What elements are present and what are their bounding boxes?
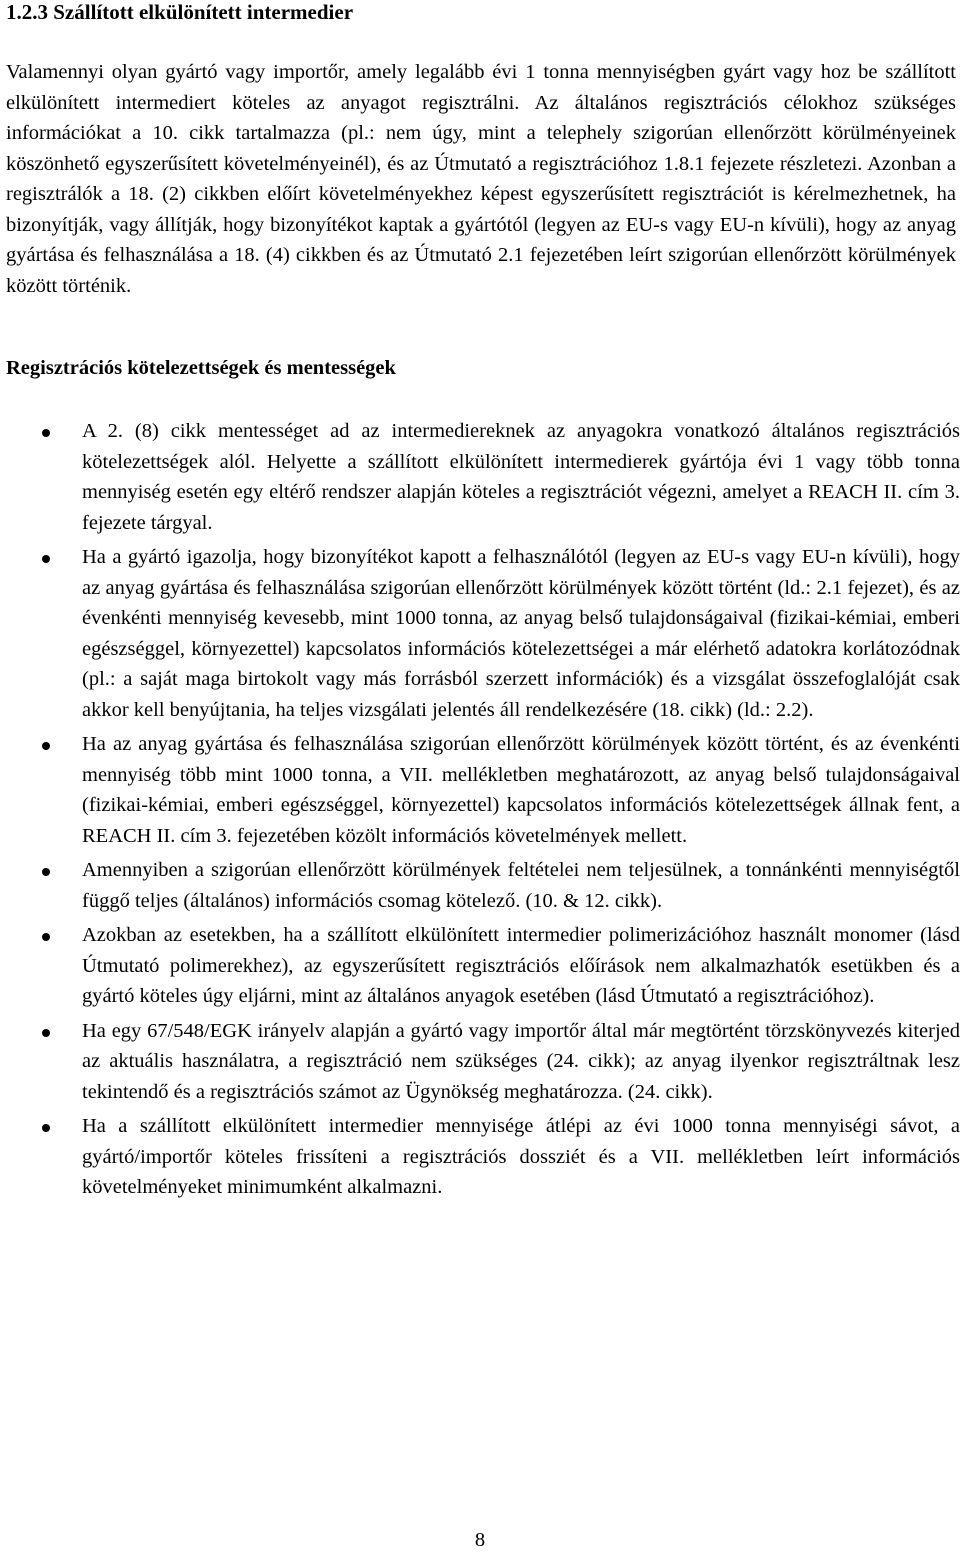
bullet-icon xyxy=(42,555,50,563)
bullet-icon xyxy=(42,868,50,876)
list-item xyxy=(0,1016,960,1108)
list-item-text: Ha a szállított elkülönített intermedier mennyisége átlépi az évi 1000 tonna mennyiségi sávot, a gyártó/importőr köteles frissíteni a regisztrációs dossziét és a VII. mellékletben leírt információs követelményeket minimumként alkalmazni. xyxy=(82,1115,960,1198)
list-item xyxy=(0,855,960,916)
list-item-text: Ha az anyag gyártása és felhasználása szigorúan ellenőrzött körülmények között történt, és az évenkénti mennyiség több mint 1000 tonna, a VII. mellékletben meghatározott, az anyag belső tulajdonságaival (fizikai-kémiai, emberi egészséggel, környezettel) kapcsolatos információs kötelezettségek állnak fent, a REACH II. cím 3. fejezetében közölt információs követelmények mellett. xyxy=(82,733,960,847)
list-item xyxy=(0,1111,960,1203)
bullet-icon xyxy=(42,1029,50,1037)
subsection-heading: Regisztrációs kötelezettségek és mentességek xyxy=(6,357,396,379)
list-item xyxy=(0,542,960,725)
intro-paragraph: Valamennyi olyan gyártó vagy importőr, amely legalább évi 1 tonna mennyiségben gyárt vagy hoz be szállított elkülönített intermediert köteles az anyagot regisztrálni. Az általános regisztrációs célokhoz szükséges információkat a 10. cikk tartalmazza (pl.: nem úgy, mint a telephely szigorúan ellenőrzött körülményeinek köszönhető egyszerűsített követelményeinél), és az Útmutató a regisztrációhoz 1.8.1 fejezete részletezi. Azonban a regisztrálók a 18. (2) cikkben előírt követelményekhez képest egyszerűsített regisztrációt is kérelmezhetnek, ha bizonyítják, vagy állítják, hogy bizonyítékot kaptak a gyártótól (legyen az EU-s vagy EU-n kívüli), hogy az anyag gyártása és felhasználása a 18. (4) cikkben és az Útmutató 2.1 fejezetében leírt szigorúan ellenőrzött körülmények között történik. xyxy=(6,61,956,297)
list-item-text: Ha egy 67/548/EGK irányelv alapján a gyártó vagy importőr által már megtörtént törzskönyvezés kiterjed az aktuális használatra, a regisztráció nem szükséges (24. cikk); az anyag ilyenkor regisztráltnak lesz tekintendő és a regisztrációs számot az Ügynökség meghatározza. (24. cikk). xyxy=(82,1019,960,1103)
bullet-icon xyxy=(42,429,50,437)
bullet-icon xyxy=(42,1124,50,1132)
obligations-list xyxy=(0,416,960,1207)
page-number: 8 xyxy=(474,1529,486,1551)
bullet-icon xyxy=(42,933,50,941)
list-item xyxy=(0,416,960,538)
list-item xyxy=(0,729,960,851)
list-item-text: A 2. (8) cikk mentességet ad az intermediereknek az anyagokra vonatkozó általános regisztrációs kötelezettségek alól. Helyette a szállított elkülönített intermedierek gyártója évi 1 vagy több tonna mennyiség esetén egy eltérő rendszer alapján köteles a regisztrációt végezni, amelyet a REACH II. cím 3. fejezete tárgyal. xyxy=(82,420,960,534)
list-item-text: Amennyiben a szigorúan ellenőrzött körülmények feltételei nem teljesülnek, a tonnánkénti mennyiségtől függő teljes (általános) információs csomag kötelező. (10. & 12. cikk). xyxy=(82,859,960,912)
list-item xyxy=(0,920,960,1012)
bullet-icon xyxy=(42,742,50,750)
section-heading: 1.2.3 Szállított elkülönített intermedier xyxy=(6,0,354,24)
list-item-text: Ha a gyártó igazolja, hogy bizonyítékot kapott a felhasználótól (legyen az EU-s vagy EU-n kívüli), hogy az anyag gyártása és felhasználása szigorúan ellenőrzött körülmények között történt (ld.: 2.1 fejezet), és az évenkénti mennyiség kevesebb, mint 1000 tonna, az anyag belső tulajdonságaival (fizikai-kémiai, emberi egészséggel, környezettel) kapcsolatos információs kötelezettségei a már elérhető adatokra korlátozódnak (pl.: a saját maga birtokolt vagy más forrásból szerzett információk) és a vizsgálat összefoglalóját csak akkor kell benyújtania, ha teljes vizsgálati jelentés áll rendelkezésére (18. cikk) (ld.: 2.2). xyxy=(82,546,960,721)
list-item-text: Azokban az esetekben, ha a szállított elkülönített intermedier polimerizációhoz használt monomer (lásd Útmutató polimerekhez), az egyszerűsített regisztrációs előírások nem alkalmazhatók esetükben és a gyártó köteles úgy eljárni, mint az általános anyagok esetében (lásd Útmutató a regisztrációhoz). xyxy=(82,924,960,1007)
